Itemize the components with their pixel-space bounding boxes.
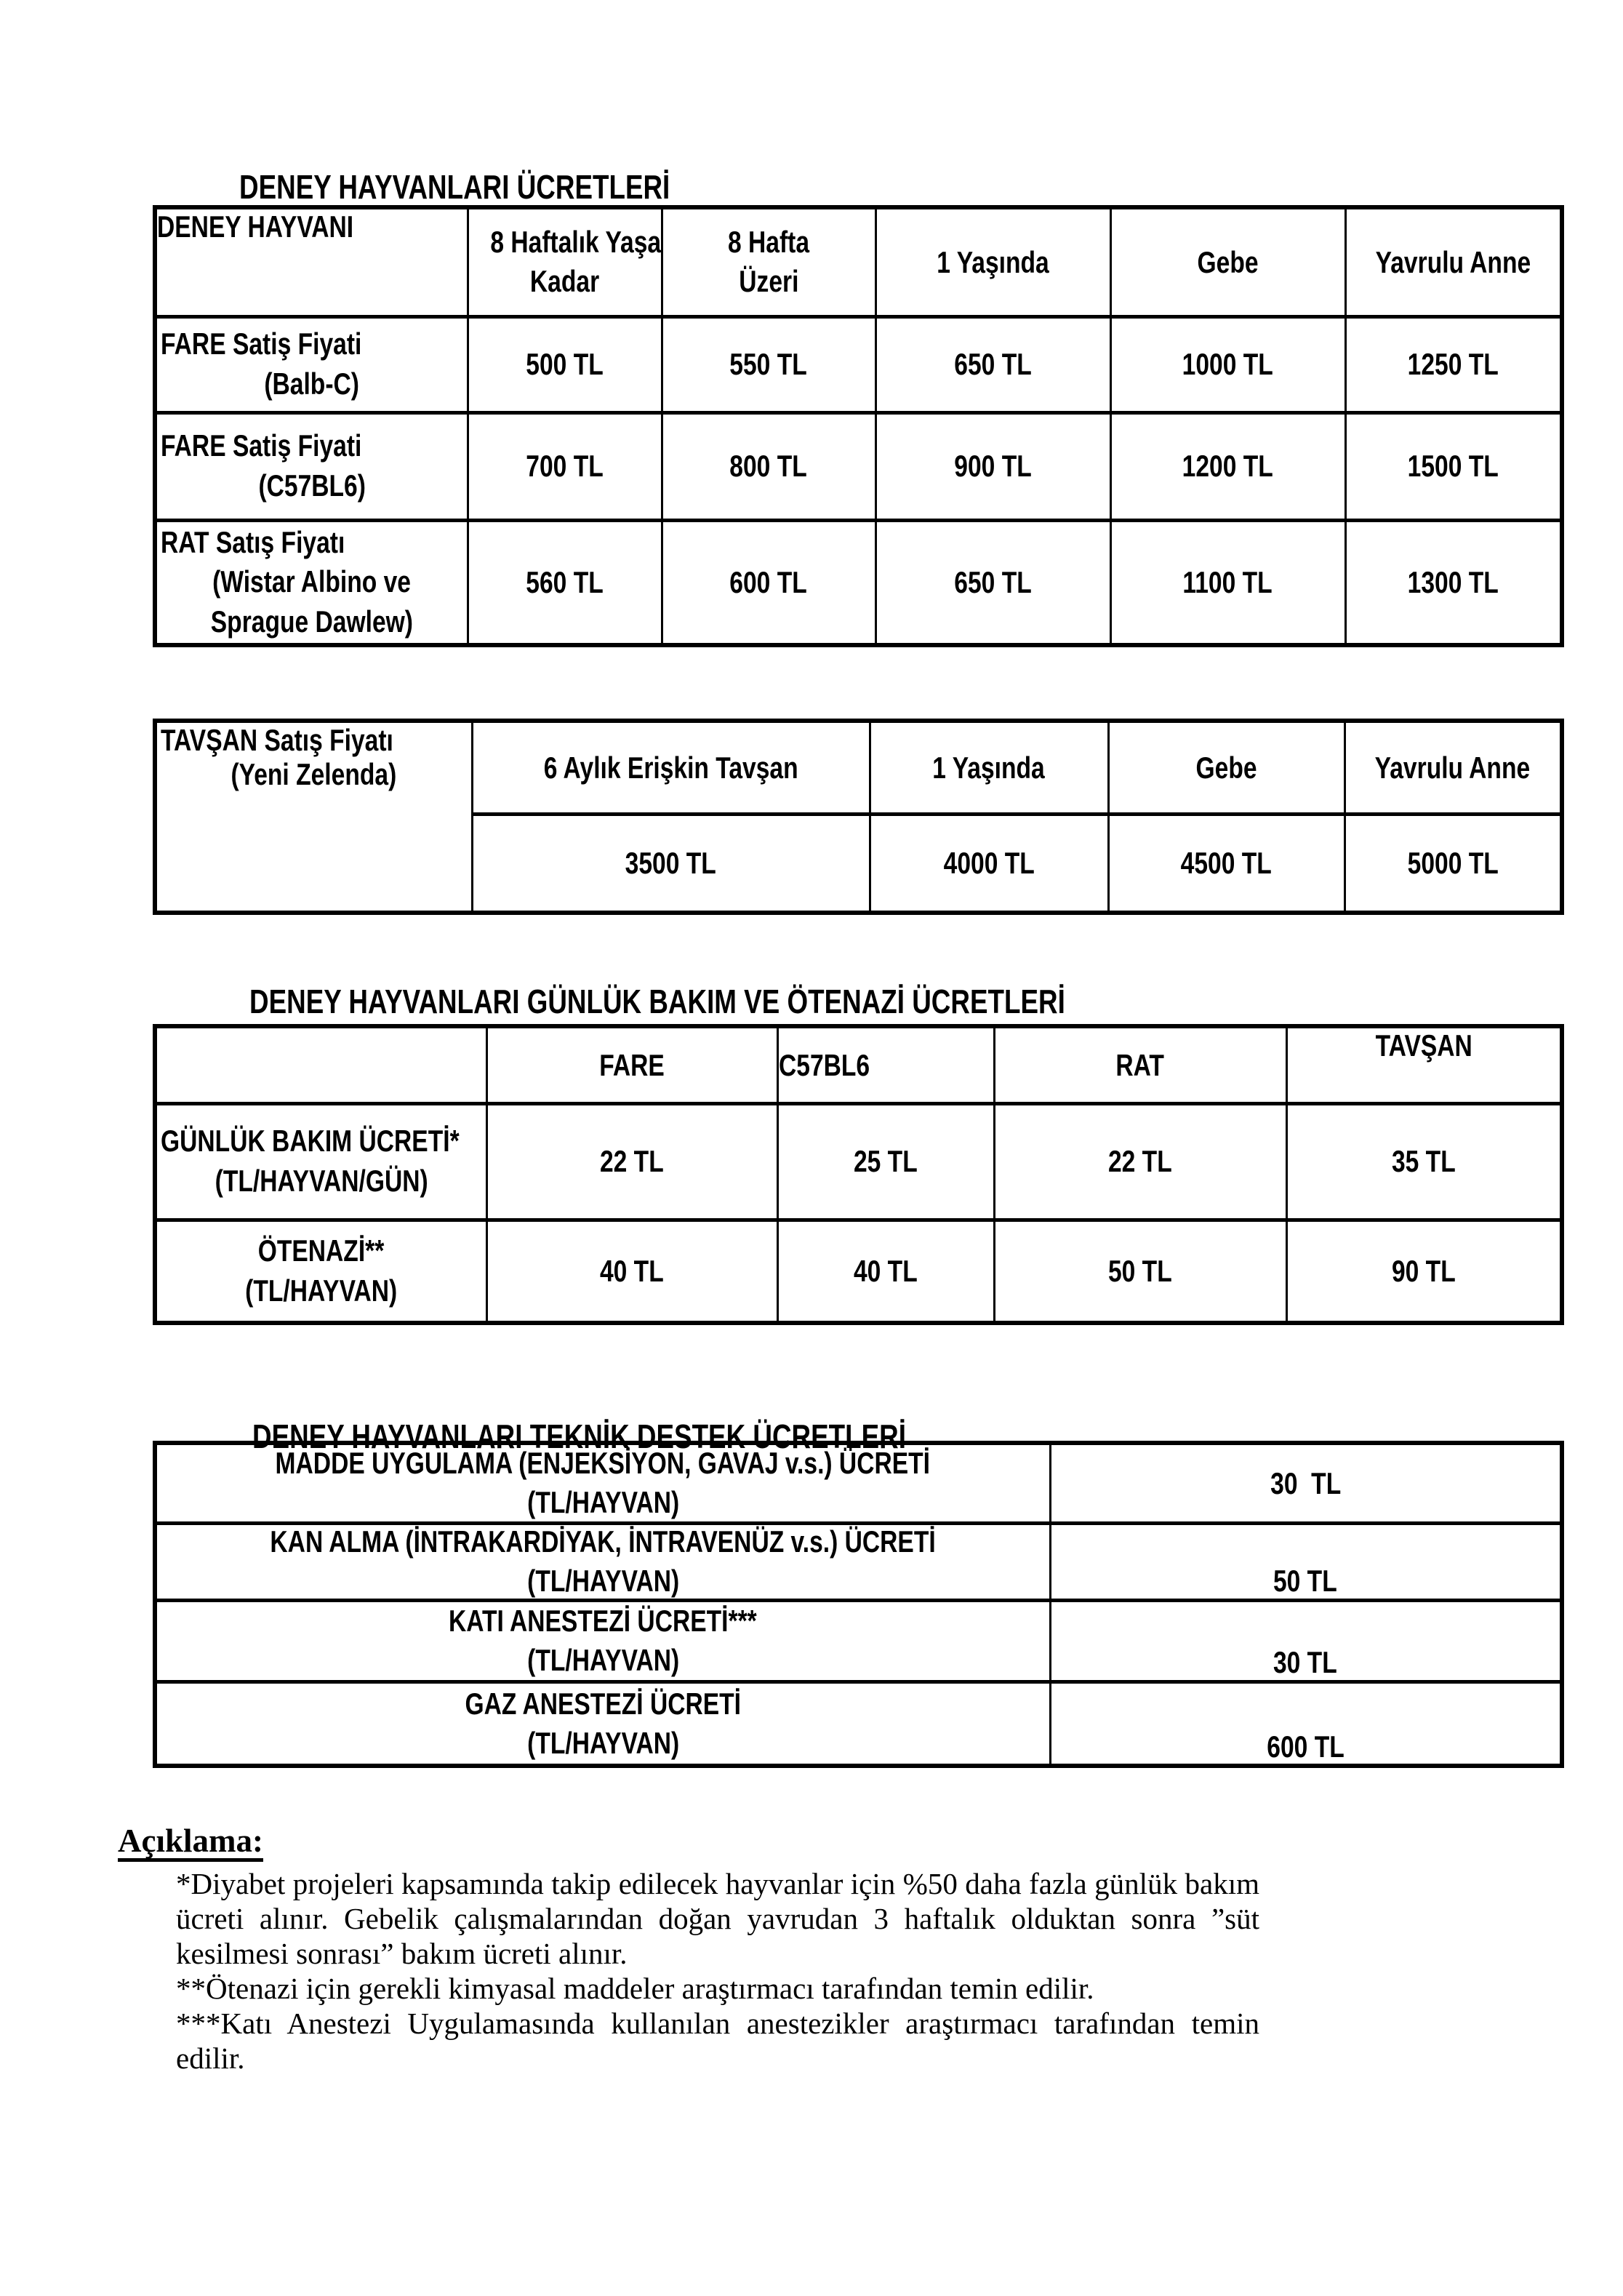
header-cell-c57bl6: C57BL6 <box>777 1026 994 1103</box>
row-label: GAZ ANESTEZİ ÜCRETİ (TL/HAYVAN) <box>155 1681 1050 1766</box>
price-cell: 500 TL <box>468 316 662 412</box>
row-label: KAN ALMA (İNTRAKARDİYAK, İNTRAVENÜZ v.s.) ÜCRETİ (TL/HAYVAN) <box>155 1523 1050 1600</box>
table-row-fare-balbc <box>155 316 1562 412</box>
header-cell-tavsan: TAVŞAN <box>1286 1026 1562 1103</box>
header-cell-gebe: Gebe <box>1110 207 1345 316</box>
price-cell: 4500 TL <box>1108 814 1345 913</box>
table-row-fare-c57bl6 <box>155 412 1562 520</box>
table-row-kati-anestezi <box>155 1600 1562 1681</box>
notes-body <box>176 1867 1259 2076</box>
header-cell-8-haftalik: 8 Haftalık Yaşa Kadar <box>468 207 662 316</box>
header-cell-fare: FARE <box>486 1026 777 1103</box>
row-label: ÖTENAZİ** (TL/HAYVAN) <box>155 1220 486 1323</box>
row-label: GÜNLÜK BAKIM ÜCRETİ* (TL/HAYVAN/GÜN) <box>155 1103 486 1220</box>
price-cell: 1000 TL <box>1110 316 1345 412</box>
header-cell-empty <box>155 1026 486 1103</box>
table-row-rat <box>155 520 1562 645</box>
price-cell: 4000 TL <box>870 814 1108 913</box>
price-cell: 40 TL <box>777 1220 994 1323</box>
header-cell-gebe: Gebe <box>1108 721 1345 814</box>
header-cell-6-aylik: 6 Aylık Erişkin Tavşan <box>472 721 870 814</box>
table-row-otenazi <box>155 1220 1562 1323</box>
note-paragraph-2: **Ötenazi için gerekli kimyasal maddeler araştırmacı tarafından temin edilir. <box>176 1971 1094 2005</box>
rabbit-price-table <box>153 719 1564 915</box>
table-row-gunluk-bakim <box>155 1103 1562 1220</box>
price-cell: 30 TL <box>1050 1600 1562 1681</box>
header-cell-deney-hayvani: DENEY HAYVANI <box>155 207 468 316</box>
price-cell: 700 TL <box>468 412 662 520</box>
section-title-care-text: DENEY HAYVANLARI GÜNLÜK BAKIM VE ÖTENAZİ ÜCRETLERİ <box>249 983 1065 1020</box>
row-label: FARE Satiş Fiyati (C57BL6) <box>155 412 468 520</box>
care-fee-header-row <box>155 1026 1562 1103</box>
header-cell-1-yasinda: 1 Yaşında <box>870 721 1108 814</box>
rabbit-price-header-row <box>155 721 1562 814</box>
price-cell: 1100 TL <box>1110 520 1345 645</box>
price-cell: 25 TL <box>777 1103 994 1220</box>
table-row-gaz-anestezi <box>155 1681 1562 1766</box>
price-cell: 650 TL <box>875 520 1110 645</box>
price-cell: 1200 TL <box>1110 412 1345 520</box>
price-cell: 22 TL <box>994 1103 1286 1220</box>
header-cell-8-hafta-uzeri: 8 Hafta Üzeri <box>662 207 875 316</box>
section-title-tech-text: DENEY HAYVANLARI TEKNİK DESTEK ÜCRETLERİ <box>252 1417 907 1455</box>
header-cell-rat: RAT <box>994 1026 1286 1103</box>
price-cell: 560 TL <box>468 520 662 645</box>
animal-price-table <box>153 205 1564 647</box>
footnotes <box>118 1822 1281 2076</box>
price-cell: 1300 TL <box>1345 520 1562 645</box>
header-cell-1-yasinda: 1 Yaşında <box>875 207 1110 316</box>
price-cell: 600 TL <box>1050 1681 1562 1766</box>
price-cell: 3500 TL <box>472 814 870 913</box>
care-fee-table <box>153 1024 1564 1325</box>
row-label: MADDE UYGULAMA (ENJEKSİYON, GAVAJ v.s.) ÜCRETİ (TL/HAYVAN) <box>155 1443 1050 1523</box>
price-cell: 22 TL <box>486 1103 777 1220</box>
price-cell: 5000 TL <box>1345 814 1562 913</box>
header-cell-yavrulu-anne: Yavrulu Anne <box>1345 721 1562 814</box>
price-cell: 40 TL <box>486 1220 777 1323</box>
table-row-madde-uygulama <box>155 1443 1562 1523</box>
price-cell: 50 TL <box>1050 1523 1562 1600</box>
table-row-kan-alma <box>155 1523 1562 1600</box>
notes-heading: Açıklama: <box>118 1823 263 1859</box>
price-cell: 30 TL <box>1050 1443 1562 1523</box>
row-label: FARE Satiş Fiyati (Balb-C) <box>155 316 468 412</box>
row-label-tavsan: TAVŞAN Satış Fiyatı (Yeni Zelenda) <box>155 721 472 913</box>
row-label: KATI ANESTEZİ ÜCRETİ*** (TL/HAYVAN) <box>155 1600 1050 1681</box>
price-cell: 90 TL <box>1286 1220 1562 1323</box>
price-cell: 900 TL <box>875 412 1110 520</box>
header-cell-yavrulu-anne: Yavrulu Anne <box>1345 207 1562 316</box>
price-cell: 650 TL <box>875 316 1110 412</box>
note-paragraph-3: ***Katı Anestezi Uygulamasında kullanılan anestezikler araştırmacı tarafından temin edilir. <box>176 2006 1259 2075</box>
price-cell: 600 TL <box>662 520 875 645</box>
animal-price-header-row <box>155 207 1562 316</box>
row-label: RAT Satış Fiyatı (Wistar Albino ve Sprague Dawlew) <box>155 520 468 645</box>
page-title-text: DENEY HAYVANLARI ÜCRETLERİ <box>239 168 670 206</box>
price-cell: 1500 TL <box>1345 412 1562 520</box>
price-cell: 1250 TL <box>1345 316 1562 412</box>
tech-fee-table <box>153 1441 1564 1768</box>
note-paragraph-1: *Diyabet projeleri kapsamında takip edilecek hayvanlar için %50 daha fazla günlük bakım ücreti alınır. Gebelik çalışmalarından doğan yavrudan 3 haftalık olduktan sonra ”süt kesilmesi sonrası” bakım ücreti alınır. <box>176 1867 1259 1970</box>
price-cell: 50 TL <box>994 1220 1286 1323</box>
price-cell: 800 TL <box>662 412 875 520</box>
price-cell: 35 TL <box>1286 1103 1562 1220</box>
price-cell: 550 TL <box>662 316 875 412</box>
